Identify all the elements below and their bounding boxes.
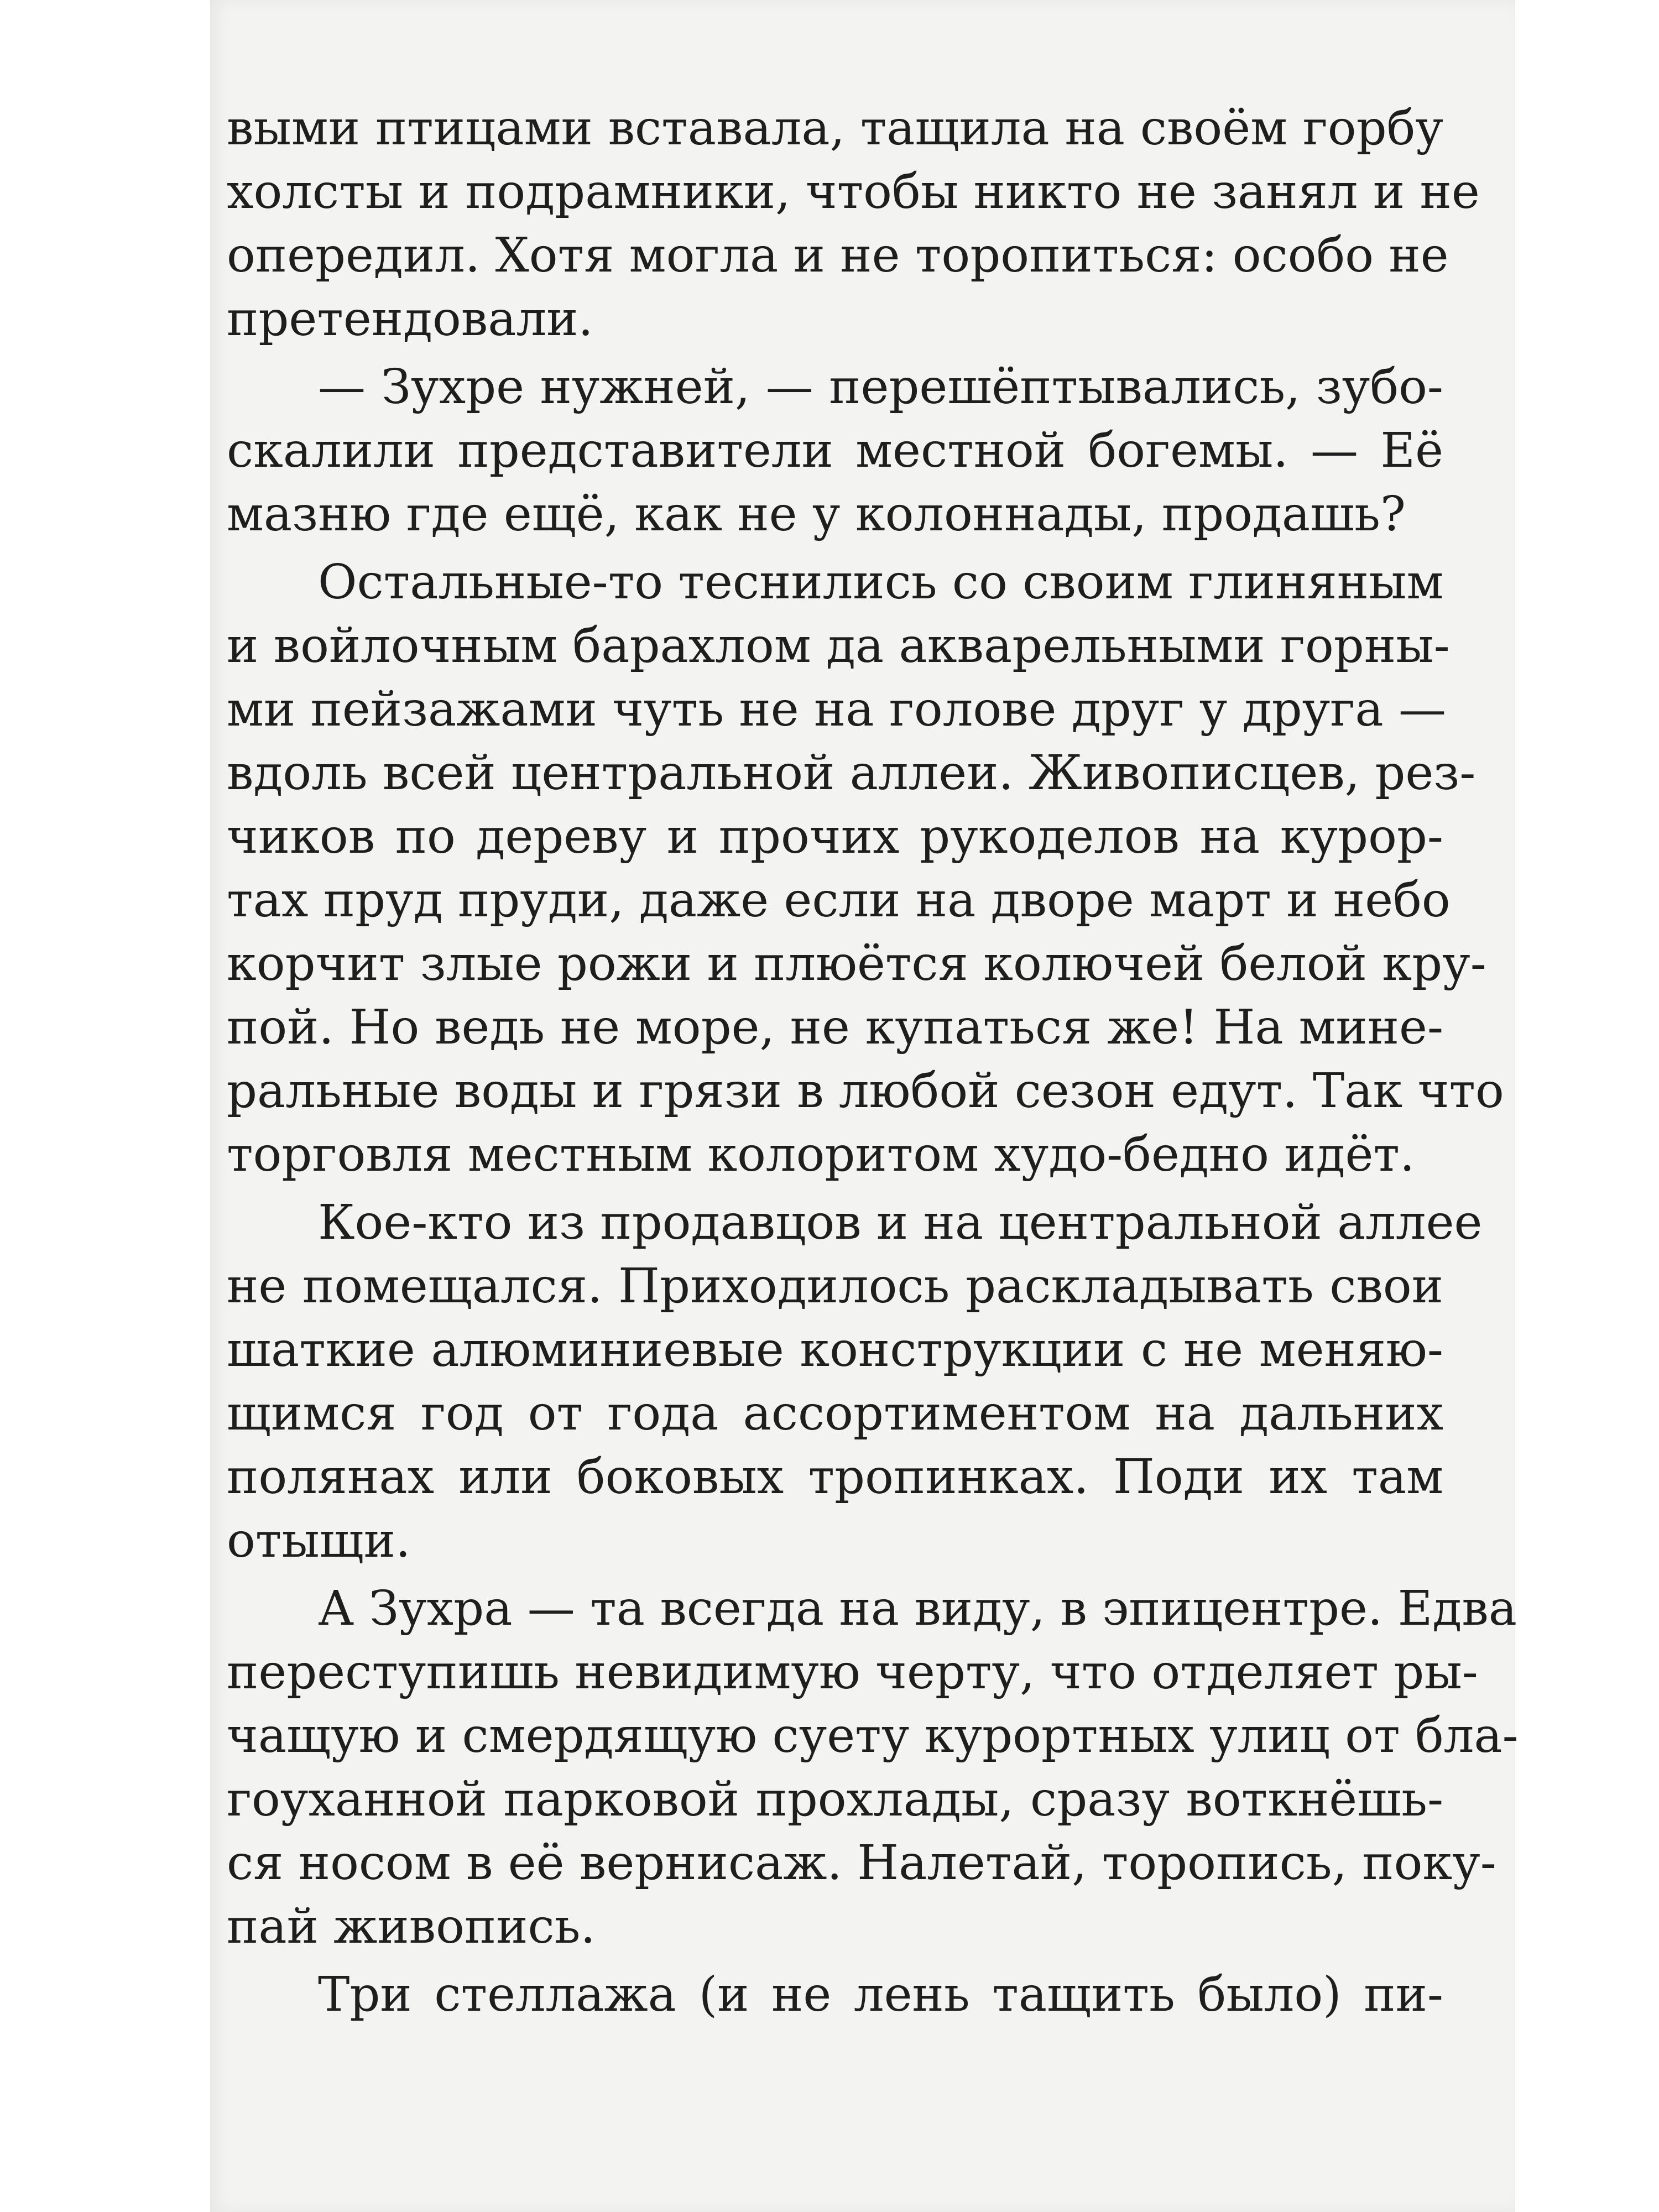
- text-line: ми пейзажами чуть не на голове друг у друга —: [227, 682, 1446, 737]
- text-line: переступишь невидимую черту, что отделяет ры-: [227, 1645, 1478, 1700]
- text-line: пай живопись.: [227, 1899, 596, 1954]
- paragraph-gap: [227, 1573, 1443, 1577]
- text-line: чащую и смердящую суету курортных улиц от бла-: [227, 1708, 1519, 1764]
- text-line: корчит злые рожи и плюётся колючей белой кру-: [227, 936, 1486, 992]
- text-line: щимся год от года ассортиментом на дальних: [227, 1386, 1443, 1441]
- text-line: А Зухра — та всегда на виду, в эпицентре. Едва: [318, 1581, 1517, 1636]
- page-text: [227, 97, 1519, 2027]
- text-line: гоуханной парковой прохлады, сразу воткнёшь-: [227, 1772, 1443, 1827]
- text-line: ральные воды и грязи в любой сезон едут. Так что: [227, 1063, 1504, 1119]
- text-line: и войлочным барахлом да акварельными горны-: [227, 618, 1450, 674]
- paragraph-gap: [227, 351, 1443, 356]
- text-line: чиков по дереву и прочих рукоделов на курор-: [227, 809, 1443, 864]
- text-line: холсты и подрамники, чтобы никто не занял и не: [227, 164, 1480, 220]
- text-line: претендовали.: [227, 291, 593, 347]
- text-line: шаткие алюминиевые конструкции с не меняю-: [227, 1322, 1443, 1378]
- text-line: скалили представители местной богемы. — Её: [227, 423, 1443, 478]
- text-line: выми птицами вставала, тащила на своём горбу: [227, 101, 1443, 156]
- text-line: Кое-кто из продавцов и на центральной аллее: [318, 1195, 1483, 1250]
- text-line: не помещался. Приходилось раскладывать свои: [227, 1259, 1443, 1314]
- text-line: отыщи.: [227, 1513, 411, 1568]
- text-line: ся носом в её вернисаж. Налетай, торопись, поку-: [227, 1835, 1496, 1891]
- text-line: — Зухре нужней, — перешёптывались, зубо-: [318, 359, 1443, 415]
- paragraph-gap: [227, 546, 1443, 551]
- text-line: торговля местным колоритом худо-бедно идёт.: [227, 1127, 1415, 1182]
- text-line: мазню где ещё, как не у колоннады, продашь?: [227, 487, 1406, 542]
- text-line: вдоль всей центральной аллеи. Живописцев, рез-: [227, 745, 1476, 801]
- text-line: полянах или боковых тропинках. Поди их там: [227, 1449, 1443, 1505]
- paragraph-gap: [227, 1959, 1443, 1963]
- text-line: тах пруд пруди, даже если на дворе март и небо: [227, 873, 1451, 928]
- text-line: пой. Но ведь не море, не купаться же! На мине-: [227, 1000, 1443, 1055]
- text-line: Остальные-то теснились со своим глиняным: [318, 555, 1444, 610]
- text-line: опередил. Хотя могла и не торопиться: особо не: [227, 228, 1449, 283]
- paragraph-gap: [227, 1187, 1443, 1191]
- text-line: Три стеллажа (и не лень тащить было) пи-: [318, 1967, 1443, 2022]
